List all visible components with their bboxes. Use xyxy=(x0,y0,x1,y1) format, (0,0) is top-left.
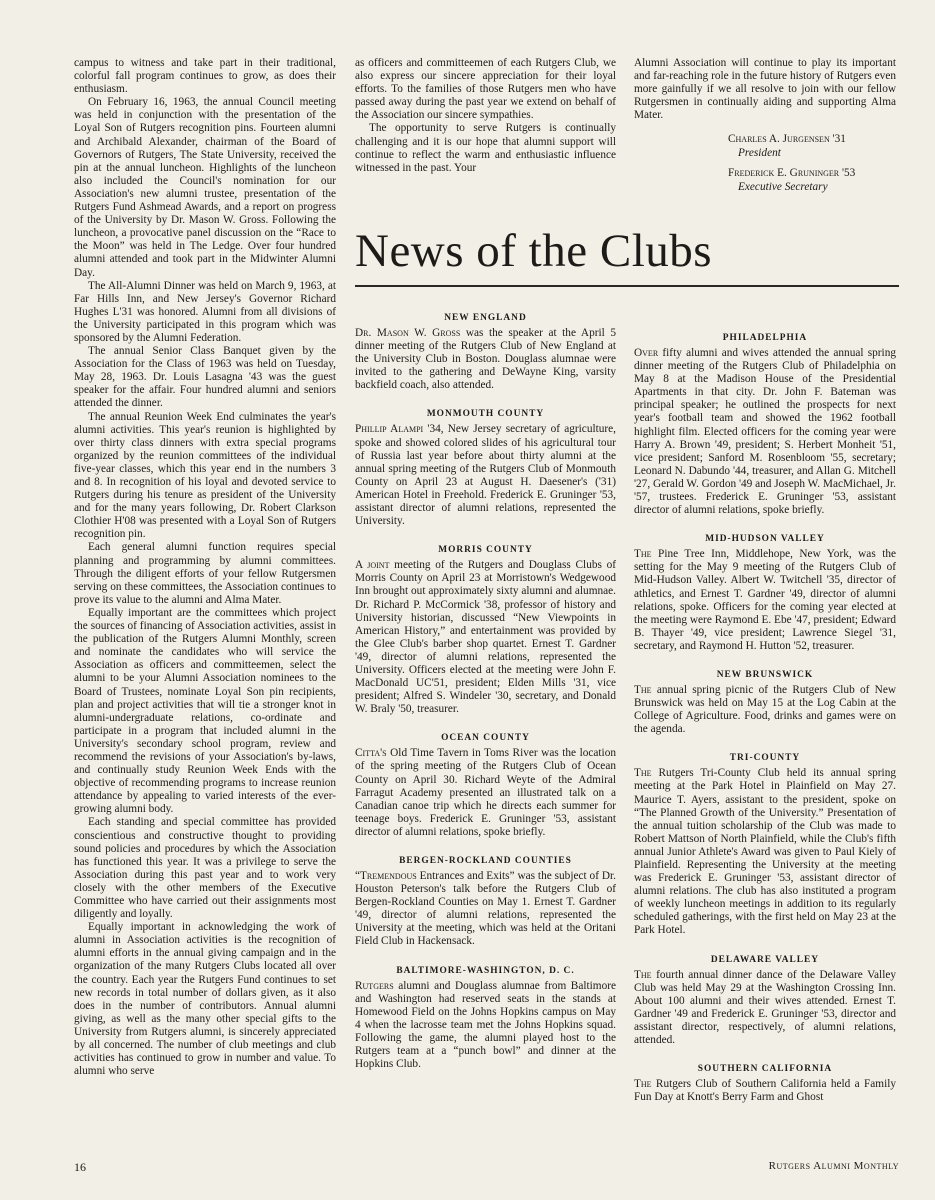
paragraph: The annual Senior Class Banquet given by the Association for the Class of 1963 was held on Tuesday, May 28, 1963. Dr. Louis Lasagna '43 was the guest speaker for the affair. Four hundred alumni and seniors attended the dinner. xyxy=(74,345,336,410)
club-heading: NEW ENGLAND xyxy=(444,313,527,323)
club-item xyxy=(355,544,616,716)
club-text: fourth annual dinner dance of the Delaware Valley Club was held May 29 at the Washington Crossing Inn. About 100 alumni and their wives attended. Ernest T. Gardner '49 and Frederick E. Gruninger '53, director and assistant director, respectively, of alumni relations, attended. xyxy=(634,968,896,1047)
club-lead: The xyxy=(634,548,652,561)
paragraph: Equally important are the committees which project the sources of financing of Association activities, assist in the publication of the Rutgers Alumni Monthly, screen and nominate the candidates who will service the Association as officers and committeemen, select the alumni to be your Alumni Association nominees to the Board of Trustees, nominate Loyal Son pin recipients, plan and project activities that will tie a stronger knot in alumni-undergraduate relations, co-ordinate and participate in a program that included alumni in the University's secondary school program, review and recommend the revisions of your Association's by-laws, and continually study Reunion Week Ends with the objective of recommending programs to increase reunion attendance by appealing to varied interests of the ever-growing alumni body. xyxy=(74,606,336,816)
club-item xyxy=(634,533,896,653)
club-text: Rutgers Tri-County Club held its annual spring meeting at the Park Hotel in Plainfield on May 27. Maurice T. Ayers, assistant to the president, spoke on “The Planned Growth of the University.” Presentation of the annual tuition scholarship of the Club was made to Robert Mattson of North Plainfield, while the Club's fifth annual Junior Athlete's Award was given to Paul Kiely of Plainfield. Representing the University at the meeting was Frederick E. Gruninger '53, assistant director of alumni relations. The club has also instituted a program of weekly luncheon meetings in addition to its regularly scheduled gatherings, with the first held on May 23 at the Park Hotel. xyxy=(634,767,896,937)
club-item xyxy=(634,669,896,736)
middle-top-column xyxy=(355,57,616,175)
paragraph: Equally important in acknowledging the work of alumni in Association activities is the recognition of alumni efforts in the annual giving campaign and in the organization of the many Rutgers Clubs located all over the country. Each year the Rutgers Fund continues to set new records in total number of dollars given, as it also does in the number of contributors. Annual alumni giving, as well as the many other special gifts to the University from Rutgers alumni, is sincerely appreciated by all concerned. The number of club meetings and club activities has continued to grow in number and value. To alumni who serve xyxy=(74,921,336,1078)
club-heading: MORRIS COUNTY xyxy=(438,545,533,556)
club-lead: The xyxy=(634,767,652,780)
club-lead: The xyxy=(634,683,652,696)
paragraph: The All-Alumni Dinner was held on March 9, 1963, at Far Hills Inn, and New Jersey's Governor Richard Hughes L'31 was honored. Alumni from all divisions of the University participated in this program which was sponsored by the Alumni Federation. xyxy=(74,279,336,344)
club-item xyxy=(634,1063,896,1104)
club-text: was the speaker at the April 5 dinner meeting of the Rutgers Club of New England at the University Club in Boston. Douglass alumnae were invited to the gathering and DeWayne King, varsity backfield coach, also attended. xyxy=(355,327,616,392)
club-text: Old Time Tavern in Toms River was the location of the spring meeting of the Rutgers Club of Ocean County on April 30. Richard Weyte of the Admiral Farragut Academy presented an illustrated talk on a Canadian canoe trip which he directs each summer for teenage boys. Frederick E. Gruninger '53, assistant director of alumni relations, spoke briefly. xyxy=(355,747,616,838)
club-heading: MID-HUDSON VALLEY xyxy=(705,534,825,545)
club-item xyxy=(634,332,896,517)
section-title: News of the Clubs xyxy=(355,225,713,277)
paragraph: Each general alumni function requires special planning and programming by alumni committees. Through the diligent efforts of your fellow Rutgersmen serving on these committees, the Association continues to prove its value to the alumni and Alma Mater. xyxy=(74,541,336,606)
page-number: 16 xyxy=(74,1160,86,1174)
club-heading: OCEAN COUNTY xyxy=(441,733,530,744)
club-lead: Citta's xyxy=(355,747,387,760)
club-lead: “Tremendous xyxy=(355,870,417,882)
paragraph: as officers and committeemen of each Rutgers Club, we also express our sincere appreciation for their loyal efforts. To the families of those Rutgers men who have passed away during the past year we extend on behalf of the Association our sincere sympathies. xyxy=(355,57,616,122)
club-lead: Dr. Mason W. Gross xyxy=(355,327,461,339)
club-text: meeting of the Rutgers and Douglass Clubs of Morris County on April 23 at Morristown's Wedgewood Inn brought out approximately sixty alumni and alumnae. Dr. Richard P. McCormick '38, professor of history and University historian, discussed “New Viewpoints in American History,” and entertainment was provided by the Glee Club's barber shop quartet. Ernest T. Gardner '49, director of alumni relations, represented the University. Officers elected at the meeting were John F. MacDonald UC'51, president; Elden Mills '31, vice president; Alfred S. Windeler '30, secretary, and Donald W. Braly '50, treasurer. xyxy=(355,559,616,716)
right-top-column xyxy=(634,57,896,200)
club-heading: MONMOUTH COUNTY xyxy=(426,409,545,420)
paragraph: The opportunity to serve Rutgers is continually challenging and it is our hope that alumni support will continue to reflect the warm and enthusiastic influence witnessed in the past. Your xyxy=(355,122,616,174)
clubs-right-column xyxy=(634,332,896,1120)
club-item xyxy=(634,752,896,937)
club-lead: Phillip Alampi xyxy=(355,423,424,436)
club-heading: BALTIMORE-WASHINGTON, D. C. xyxy=(396,965,575,976)
club-item xyxy=(355,732,616,839)
club-heading: PHILADELPHIA xyxy=(722,333,808,343)
clubs-middle-column xyxy=(355,312,616,1087)
club-item xyxy=(355,965,616,1072)
club-lead: A joint xyxy=(355,559,390,572)
signature-name: Frederick E. Gruninger '53 xyxy=(728,167,856,180)
club-text: Rutgers Club of Southern California held a Family Fun Day at Knott's Berry Farm and Ghost xyxy=(634,1078,896,1104)
club-item xyxy=(634,954,896,1048)
club-text: annual spring picnic of the Rutgers Club of New Brunswick was held on May 15 at the Log Cabin at the College of Agriculture. Food, drinks and games were on the agenda. xyxy=(634,683,896,736)
title-rule xyxy=(355,285,899,287)
club-heading: TRI-COUNTY xyxy=(729,753,801,764)
club-lead: The xyxy=(634,1078,652,1091)
club-lead: Over xyxy=(634,347,659,359)
footer-title: Rutgers Alumni Monthly xyxy=(768,1160,899,1172)
paragraph: Each standing and special committee has provided conscientious and constructive thought to providing sound policies and procedures by which the Association has functioned this year. It was a privilege to serve the Association during this past year and to work very closely with the other members of the Executive Committee who have carried out their assignments most diligently and loyally. xyxy=(74,816,336,921)
club-heading: SOUTHERN CALIFORNIA xyxy=(697,1064,833,1075)
signature-block xyxy=(634,132,896,194)
club-heading: BERGEN-ROCKLAND COUNTIES xyxy=(399,856,572,866)
club-item xyxy=(355,855,616,949)
signature-role: Executive Secretary xyxy=(738,181,828,194)
club-lead: The xyxy=(634,968,652,981)
club-text: fifty alumni and wives attended the annual spring dinner meeting of the Rutgers Club of Philadelphia on May 8 at the Madison House of the Presidential Apartments in that city. Dr. John F. Bateman was principal speaker; he outlined the prospects for next year's football team and showed the 1962 football highlight film. Elected officers for the coming year were Harry A. Brown '49, president; S. Herbert Monheit '51, vice president; Sanford M. Rosenbloom '55, secretary; Leonard N. Dabundo '44, treasurer, and Allan G. Mitchell '27, Gerald W. Gordon '49 and Joseph W. MacMichael, Jr. '57, trustees. Frederick E. Gruninger '53, assistant director of alumni relations, spoke briefly. xyxy=(634,347,896,517)
club-text: Entrances and Exits” was the subject of Dr. Houston Peterson's talk before the Rutgers Club of Bergen-Rockland Counties on May 1. Ernest T. Gardner '49, director of alumni relations, represented the University at the meeting, which was held at the Oritani Field Club in Hackensack. xyxy=(355,870,616,948)
club-lead: Rutgers xyxy=(355,979,394,992)
club-text: Pine Tree Inn, Middlehope, New York, was the setting for the May 9 meeting of the Rutgers Club of Mid-Hudson Valley. Albert W. Twitchell '35, director of athletics, and Ernest T. Gardner '49, director of alumni relations, spoke. Officers for the coming year elected at the meeting were Raymond E. Ebe '47, president; Edward B. Thayer '49, vice president; Lawrence Siegel '31, secretary, and Raymond H. Hutton '52, treasurer. xyxy=(634,548,896,652)
club-text: '34, New Jersey secretary of agriculture, spoke and showed colored slides of his agricultural tour of Russia last year before about thirty alumni at the annual spring meeting of the Rutgers Club of Monmouth County on April 23 at August H. Daesener's ('31) American Hotel in Freehold. Frederick E. Gruninger '53, assistant director of alumni relations, represented the University. xyxy=(355,423,616,528)
paragraph: The annual Reunion Week End culminates the year's alumni activities. This year's reunion is highlighted by over thirty class dinners with extra special programs organized by the reunion committees of the individual five-year classes, which this year end in the numbers 3 and 8. In recognition of his loyal and devoted service to Rutgers during his tenure as president of the University and for the many years following, Dr. Robert Clarkson Clothier H'08 was presented with a Loyal Son of Rutgers recognition pin. xyxy=(74,410,336,541)
left-column xyxy=(74,57,336,1078)
club-item xyxy=(355,408,616,528)
club-item xyxy=(355,312,616,392)
paragraph: campus to witness and take part in their traditional, colorful fall program continues to grow, as does their enthusiasm. xyxy=(74,57,336,96)
club-heading: DELAWARE VALLEY xyxy=(710,954,820,965)
signature-role: President xyxy=(738,147,781,160)
paragraph: Alumni Association will continue to play its important and far-reaching role in the future history of Rutgers even more gainfully if we all resolve to join with our fellow Rutgersmen in continually aiding and supporting Alma Mater. xyxy=(634,57,896,122)
club-heading: NEW BRUNSWICK xyxy=(716,669,814,680)
paragraph: On February 16, 1963, the annual Council meeting was held in conjunction with the presentation of the Loyal Son of Rutgers recognition pins. Fourteen alumni and Archibald Alexander, chairman of the Board of Governors of Rutgers, The State University, received the pin at the annual luncheon. Highlights of the luncheon also included the Council's nomination for our Association's new alumni trustee, presentation of the Rutgers Fund Ashmead Awards, and a report on progress of the University by Dr. Mason W. Gross. Following the luncheon, a provocative panel discussion on the “Race to the Moon” was held in The Ledge. Over four hundred alumni attended and took part in the Midwinter Alumni Day. xyxy=(74,96,336,279)
club-text: alumni and Douglass alumnae from Baltimore and Washington had reserved seats in the stands at Homewood Field on the Johns Hopkins campus on May 4 when the lacrosse team met the Johns Hopkins squad. Following the game, the alumni played host to the Rutgers team at a “punch bowl” and dinner at the Hopkins Club. xyxy=(355,979,616,1071)
signature-name: Charles A. Jurgensen '31 xyxy=(728,133,846,146)
